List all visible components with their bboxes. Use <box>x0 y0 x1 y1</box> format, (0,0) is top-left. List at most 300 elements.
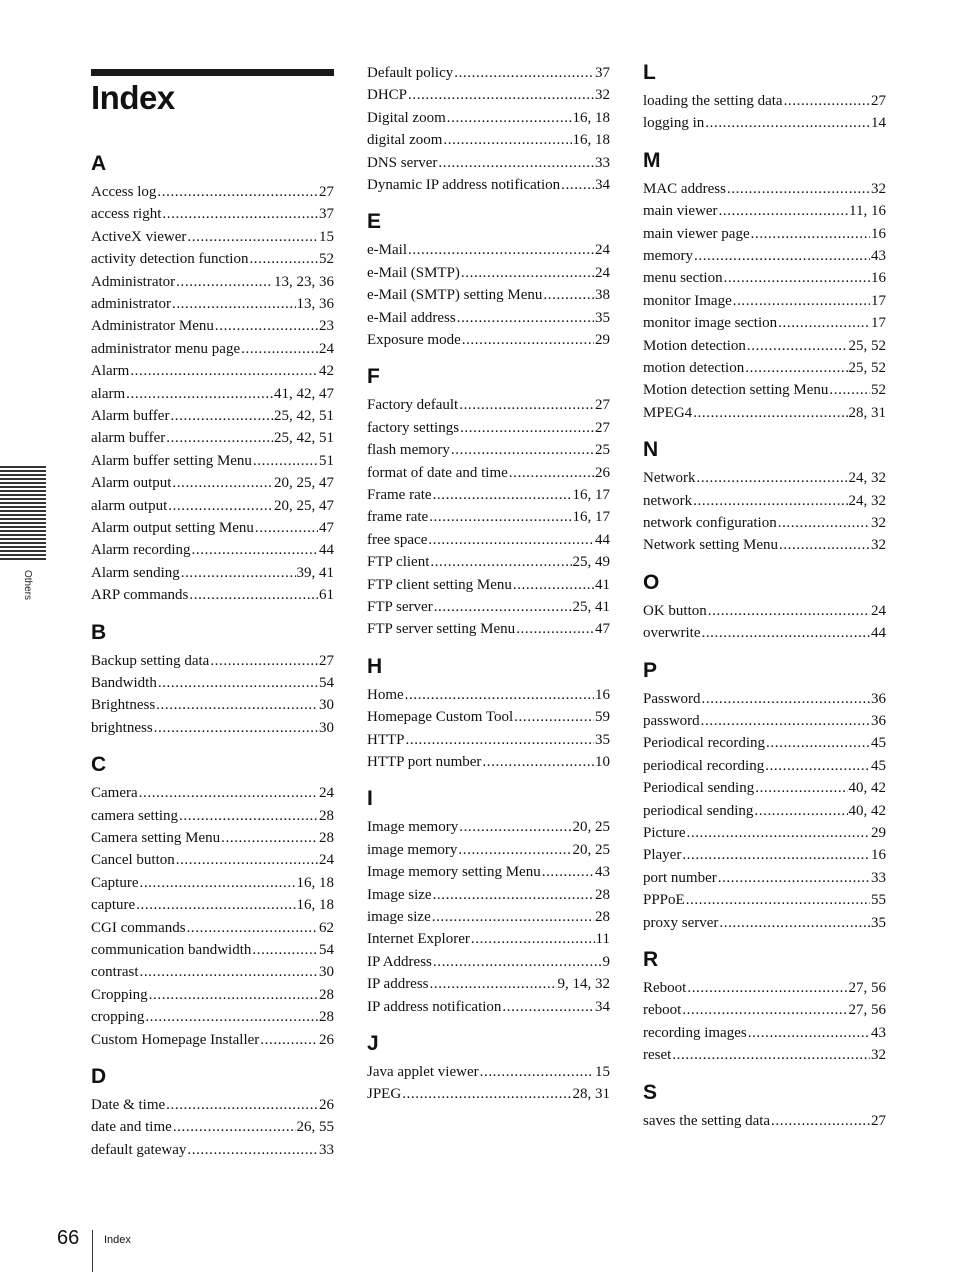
leader-dots <box>434 597 572 617</box>
index-entry <box>643 380 886 400</box>
index-term: Periodical recording <box>643 735 766 752</box>
index-entry <box>367 463 610 483</box>
index-pages: 25, 41 <box>572 599 610 615</box>
index-entry <box>91 673 334 693</box>
index-entry <box>643 358 886 378</box>
index-entry <box>367 730 610 750</box>
index-entry <box>91 1140 334 1160</box>
index-term: Alarm output setting Menu <box>91 520 254 536</box>
index-term: motion detection <box>643 360 745 376</box>
index-letter-heading: S <box>643 1080 658 1104</box>
index-pages: 45 <box>871 735 886 752</box>
index-entry <box>643 179 886 199</box>
index-pages: 24 <box>319 852 334 869</box>
index-pages: 32 <box>595 87 610 104</box>
leader-dots <box>751 224 870 244</box>
index-pages: 28 <box>319 807 334 824</box>
index-pages: 29 <box>595 332 610 348</box>
index-pages: 33 <box>319 1141 334 1158</box>
index-entry <box>367 240 610 260</box>
index-term: HTTP port number <box>367 754 482 770</box>
index-term: periodical sending <box>643 802 754 819</box>
leader-dots <box>459 817 571 837</box>
index-pages: 24 <box>871 602 886 619</box>
index-entry <box>367 395 610 415</box>
leader-dots <box>402 1084 571 1104</box>
leader-dots <box>480 1062 594 1082</box>
index-pages: 52 <box>319 251 334 268</box>
index-entry <box>367 485 610 505</box>
index-term: IP address <box>367 976 429 993</box>
leader-dots <box>778 513 870 533</box>
index-entry <box>643 711 886 731</box>
index-entry <box>367 929 610 949</box>
section-thumb-tab <box>0 466 46 560</box>
index-entry <box>643 823 886 843</box>
index-term: recording images <box>643 1024 747 1041</box>
index-pages: 59 <box>595 709 610 726</box>
index-term: menu section <box>643 270 723 287</box>
index-entry <box>367 707 610 727</box>
index-term: cropping <box>91 1009 145 1026</box>
index-pages: 28 <box>319 986 334 1003</box>
index-entry <box>91 1030 334 1050</box>
leader-dots <box>513 575 594 595</box>
index-term: OK button <box>643 602 707 619</box>
index-term: Alarm recording <box>91 542 191 559</box>
index-term: port number <box>643 869 717 886</box>
index-pages: 26 <box>595 464 610 481</box>
index-pages: 17 <box>871 292 886 309</box>
footer-section-label: Index <box>104 1234 131 1246</box>
index-term: contrast <box>91 964 139 981</box>
leader-dots <box>260 1030 318 1050</box>
index-term: Camera <box>91 785 138 802</box>
index-entry <box>643 845 886 865</box>
index-letter-heading: D <box>91 1065 107 1088</box>
index-pages: 27 <box>319 184 334 200</box>
leader-dots <box>672 1045 870 1065</box>
index-entry <box>367 907 610 927</box>
index-pages: 9, 14, 32 <box>557 976 610 993</box>
index-term: MAC address <box>643 180 726 197</box>
index-term: memory <box>643 248 693 264</box>
index-letter-heading: B <box>91 620 107 644</box>
index-entry <box>91 940 334 960</box>
leader-dots <box>154 718 318 738</box>
index-term: HTTP <box>367 731 405 748</box>
index-term: Java applet viewer <box>367 1064 479 1080</box>
index-pages: 29 <box>871 825 886 841</box>
index-pages: 35 <box>871 914 886 931</box>
index-entry <box>643 689 886 709</box>
leader-dots <box>433 952 602 972</box>
index-term: Camera setting Menu <box>91 830 221 846</box>
index-letter-heading: L <box>643 61 656 84</box>
index-pages: 32 <box>871 537 886 554</box>
leader-dots <box>765 756 870 776</box>
index-entry <box>91 918 334 938</box>
leader-dots <box>221 828 318 848</box>
index-term: JPEG <box>367 1086 402 1103</box>
index-term: Frame rate <box>367 487 432 503</box>
index-entry <box>91 406 334 426</box>
leader-dots <box>543 285 594 305</box>
index-pages: 30 <box>319 719 334 736</box>
index-term: image memory <box>367 841 458 858</box>
index-pages: 20, 25 <box>572 841 610 858</box>
leader-dots <box>432 907 594 927</box>
index-term: ARP commands <box>91 587 189 604</box>
leader-dots <box>168 496 273 516</box>
index-term: main viewer page <box>643 225 750 242</box>
index-pages: 40, 42 <box>848 780 886 797</box>
index-pages: 10 <box>595 754 610 770</box>
index-term: e-Mail (SMTP) setting Menu <box>367 287 543 304</box>
index-pages: 25, 42, 51 <box>274 408 334 424</box>
leader-dots <box>482 752 594 772</box>
leader-dots <box>687 978 847 998</box>
index-pages: 27 <box>595 419 610 436</box>
index-pages: 35 <box>595 731 610 748</box>
index-pages: 34 <box>595 177 610 193</box>
index-pages: 39, 41 <box>296 564 334 581</box>
index-term: network <box>643 492 693 509</box>
index-entry <box>91 384 334 404</box>
index-term: Cropping <box>91 986 148 1003</box>
index-term: reboot <box>643 1002 682 1019</box>
leader-dots <box>433 885 594 905</box>
index-entry <box>367 840 610 860</box>
leader-dots <box>438 153 594 173</box>
index-pages: 38 <box>595 287 610 304</box>
index-term: FTP client <box>367 554 430 571</box>
index-entry <box>643 868 886 888</box>
index-entry <box>367 997 610 1017</box>
index-pages: 43 <box>871 1024 886 1041</box>
leader-dots <box>170 406 273 426</box>
index-entry <box>91 540 334 560</box>
leader-dots <box>187 918 318 938</box>
index-pages: 47 <box>319 520 334 536</box>
leader-dots <box>697 468 848 488</box>
leader-dots <box>215 316 318 336</box>
leader-dots <box>682 845 870 865</box>
index-term: saves the setting data <box>643 1112 771 1129</box>
leader-dots <box>747 336 848 356</box>
index-entry <box>643 113 886 133</box>
index-entry <box>91 518 334 538</box>
leader-dots <box>682 1000 847 1020</box>
index-entry <box>643 623 886 643</box>
leader-dots <box>719 201 848 221</box>
side-tab-label: Others <box>22 570 33 601</box>
index-term: e-Mail <box>367 242 407 259</box>
index-entry <box>91 585 334 605</box>
index-pages: 28 <box>319 830 334 846</box>
index-entry <box>367 330 610 350</box>
leader-dots <box>754 801 847 821</box>
index-entry <box>643 513 886 533</box>
leader-dots <box>502 997 594 1017</box>
leader-dots <box>708 601 870 621</box>
index-pages: 27 <box>319 652 334 669</box>
index-pages: 24 <box>319 340 334 357</box>
leader-dots <box>771 1111 870 1131</box>
leader-dots <box>458 840 571 860</box>
index-entry <box>367 1084 610 1104</box>
leader-dots <box>166 428 273 448</box>
index-pages: 41, 42, 47 <box>274 385 334 402</box>
index-term: camera setting <box>91 807 179 824</box>
index-entry <box>367 619 610 639</box>
index-entry <box>91 496 334 516</box>
leader-dots <box>779 535 870 555</box>
index-entry <box>367 817 610 837</box>
index-pages: 25, 49 <box>572 554 610 571</box>
leader-dots <box>462 330 594 350</box>
index-letter-heading: C <box>91 753 107 777</box>
index-term: date and time <box>91 1119 172 1136</box>
index-entry <box>643 1111 886 1131</box>
index-pages: 30 <box>319 697 334 714</box>
index-entry <box>91 985 334 1005</box>
index-pages: 37 <box>319 206 334 223</box>
leader-dots <box>249 249 318 269</box>
index-letter-heading: M <box>643 148 661 172</box>
index-term: main viewer <box>643 203 718 220</box>
index-pages: 15 <box>595 1064 610 1080</box>
leader-dots <box>176 272 273 292</box>
index-term: Factory default <box>367 397 459 414</box>
index-entry <box>91 361 334 381</box>
index-term: Password <box>643 690 701 707</box>
index-entry <box>91 182 334 202</box>
index-pages: 54 <box>319 675 334 691</box>
index-pages: 11 <box>595 931 610 948</box>
index-term: network configuration <box>643 515 777 531</box>
index-term: Digital zoom <box>367 109 446 126</box>
index-entry <box>643 268 886 288</box>
index-pages: 27 <box>871 93 886 109</box>
leader-dots <box>447 108 572 128</box>
index-entry <box>367 507 610 527</box>
leader-dots <box>727 179 870 199</box>
leader-dots <box>433 485 572 505</box>
index-entry <box>91 828 334 848</box>
index-entry <box>91 294 334 314</box>
leader-dots <box>156 695 318 715</box>
leader-dots <box>829 380 870 400</box>
leader-dots <box>701 623 870 643</box>
index-pages: 33 <box>595 154 610 171</box>
index-letter-heading: E <box>367 210 382 234</box>
index-pages: 16, 18 <box>296 897 334 914</box>
leader-dots <box>778 313 870 333</box>
index-entry <box>367 153 610 173</box>
index-entry <box>643 890 886 910</box>
index-pages: 28 <box>595 886 610 903</box>
index-term: access right <box>91 206 162 223</box>
index-pages: 35 <box>595 309 610 326</box>
index-term: alarm output <box>91 497 168 514</box>
index-term: digital zoom <box>367 132 443 149</box>
index-pages: 62 <box>319 919 334 936</box>
index-term: capture <box>91 897 136 914</box>
index-pages: 27, 56 <box>848 1002 886 1019</box>
leader-dots <box>189 585 318 605</box>
leader-dots <box>139 962 318 982</box>
leader-dots <box>705 113 870 133</box>
index-entry <box>643 778 886 798</box>
index-letter-heading: R <box>643 948 659 971</box>
index-pages: 20, 25 <box>572 819 610 836</box>
leader-dots <box>157 182 318 202</box>
leader-dots <box>176 850 318 870</box>
index-pages: 24 <box>319 785 334 802</box>
leader-dots <box>509 463 594 483</box>
leader-dots <box>145 1007 318 1027</box>
index-pages: 24, 32 <box>848 492 886 509</box>
index-pages: 16, 17 <box>572 509 610 526</box>
index-pages: 9 <box>602 953 610 970</box>
index-pages: 34 <box>595 998 610 1015</box>
index-term: e-Mail (SMTP) <box>367 264 460 281</box>
index-term: alarm buffer <box>91 430 166 447</box>
index-term: IP Address <box>367 953 432 970</box>
leader-dots <box>253 451 318 471</box>
index-term: FTP server setting Menu <box>367 621 516 638</box>
index-entry <box>367 418 610 438</box>
leader-dots <box>187 1140 318 1160</box>
index-pages: 28 <box>595 909 610 925</box>
index-pages: 36 <box>871 690 886 707</box>
index-pages: 28 <box>319 1009 334 1026</box>
index-term: ActiveX viewer <box>91 228 187 245</box>
index-pages: 11, 16 <box>849 203 886 220</box>
index-term: Home <box>367 686 404 703</box>
index-entry <box>643 313 886 333</box>
index-term: FTP server <box>367 599 433 615</box>
index-pages: 30 <box>319 964 334 981</box>
index-term: Alarm buffer <box>91 408 170 424</box>
index-pages: 32 <box>871 1047 886 1064</box>
index-pages: 27 <box>871 1112 886 1129</box>
leader-dots <box>405 685 594 705</box>
leader-dots <box>686 890 870 910</box>
index-entry <box>367 108 610 128</box>
index-term: Administrator Menu <box>91 318 214 335</box>
index-entry <box>91 227 334 247</box>
leader-dots <box>158 673 318 693</box>
leader-dots <box>459 395 594 415</box>
index-pages: 32 <box>871 515 886 531</box>
index-entry <box>367 440 610 460</box>
page-title: Index <box>91 79 175 116</box>
index-entry <box>643 801 886 821</box>
index-entry <box>91 451 334 471</box>
index-term: Bandwidth <box>91 675 157 691</box>
title-rule <box>91 69 334 76</box>
leader-dots <box>166 1095 318 1115</box>
index-entry <box>367 752 610 772</box>
index-entry <box>367 1062 610 1082</box>
index-pages: 42 <box>319 363 334 380</box>
leader-dots <box>162 204 318 224</box>
index-pages: 44 <box>871 625 886 642</box>
index-letter-heading: O <box>643 570 660 594</box>
index-entry <box>643 224 886 244</box>
leader-dots <box>719 913 870 933</box>
index-entry <box>91 850 334 870</box>
index-entry <box>643 201 886 221</box>
leader-dots <box>428 530 594 550</box>
index-entry <box>643 336 886 356</box>
leader-dots <box>702 689 870 709</box>
index-term: factory settings <box>367 419 460 436</box>
index-entry <box>643 1000 886 1020</box>
index-pages: 16, 18 <box>296 874 334 891</box>
index-pages: 16, 17 <box>572 487 610 503</box>
index-term: DNS server <box>367 154 438 171</box>
index-pages: 16 <box>871 225 886 242</box>
leader-dots <box>130 361 318 381</box>
index-entry <box>91 718 334 738</box>
index-entry <box>367 552 610 572</box>
index-pages: 28, 31 <box>848 404 886 421</box>
index-entry <box>367 263 610 283</box>
index-entry <box>367 597 610 617</box>
index-pages: 54 <box>319 942 334 958</box>
leader-dots <box>687 823 871 843</box>
index-pages: 25, 52 <box>848 337 886 354</box>
index-term: Network <box>643 470 696 487</box>
index-letter-heading: I <box>367 787 373 811</box>
leader-dots <box>173 1117 296 1137</box>
index-entry <box>91 962 334 982</box>
index-pages: 43 <box>871 248 886 264</box>
leader-dots <box>693 403 847 423</box>
index-term: reset <box>643 1047 672 1064</box>
index-term: monitor image section <box>643 315 778 332</box>
index-entry <box>91 1007 334 1027</box>
index-pages: 16, 18 <box>572 132 610 149</box>
index-term: Alarm sending <box>91 564 180 581</box>
leader-dots <box>471 929 595 949</box>
leader-dots <box>693 491 847 511</box>
index-term: Default policy <box>367 65 454 81</box>
index-term: administrator menu page <box>91 340 241 357</box>
index-pages: 33 <box>871 869 886 886</box>
index-pages: 16 <box>595 686 610 703</box>
index-term: Image memory <box>367 819 459 836</box>
index-term: Periodical sending <box>643 780 755 797</box>
index-pages: 47 <box>595 621 610 638</box>
index-letter-heading: F <box>367 365 380 389</box>
index-term: password <box>643 713 700 729</box>
leader-dots <box>179 806 318 826</box>
leader-dots <box>451 440 594 460</box>
index-term: format of date and time <box>367 464 508 481</box>
index-entry <box>643 601 886 621</box>
index-pages: 16 <box>871 270 886 287</box>
index-entry <box>367 85 610 105</box>
index-pages: 16, 18 <box>572 109 610 126</box>
index-letter-heading: J <box>367 1032 379 1055</box>
index-pages: 16 <box>871 847 886 864</box>
index-pages: 26, 55 <box>296 1119 334 1136</box>
leader-dots <box>139 873 295 893</box>
